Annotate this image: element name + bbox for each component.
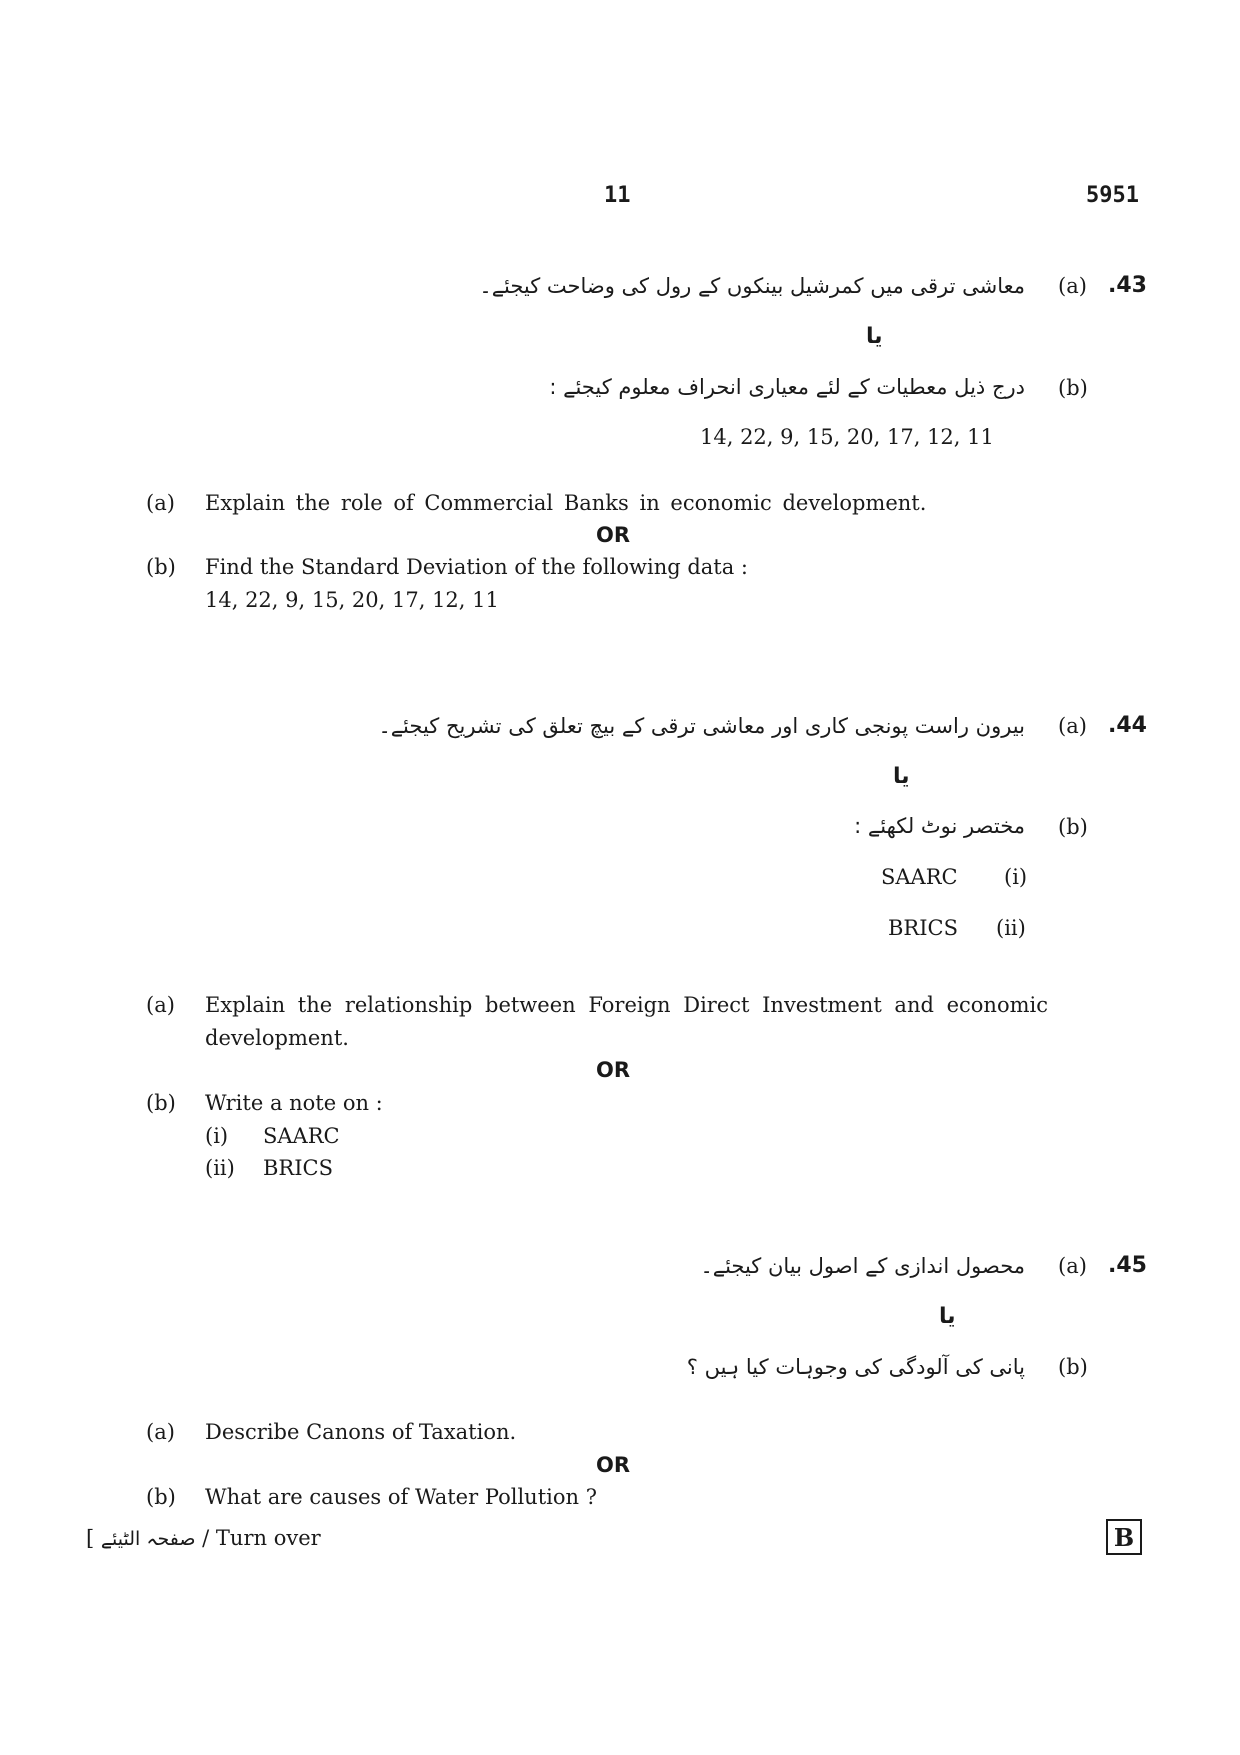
q44-urdu-item-1-text: SAARC: [881, 865, 958, 889]
q44-urdu-b-label: (b): [1058, 815, 1088, 839]
q44-en-item-1-text: SAARC: [263, 1124, 340, 1148]
footer-turn-over-urdu: صفحہ الٹیئے: [100, 1528, 196, 1550]
q44-urdu-item-1-label: (i): [1004, 865, 1028, 889]
q44-urdu-item-2-text: BRICS: [888, 916, 958, 940]
q43-en-a-text: Explain the role of Commercial Banks in economic development.: [205, 491, 927, 515]
q43-en-b-data: 14, 22, 9, 15, 20, 17, 12, 11: [205, 588, 499, 612]
q44-en-a-text-line2: development.: [205, 1026, 349, 1050]
q45-urdu-b-text: پانی کی آلودگی کی وجوہات کیا ہیں ؟: [686, 1355, 1025, 1379]
q44-en-a-label: (a): [146, 993, 175, 1017]
q43-urdu-b-text: درج ذیل معطیات کے لئے معیاری انحراف معلوم کیجئے :: [549, 375, 1025, 399]
footer-turn-over: [86, 1526, 321, 1550]
q44-urdu-or: یا: [893, 764, 910, 789]
q45-en-b-text: What are causes of Water Pollution ?: [205, 1485, 597, 1509]
q44-en-item-2-label: (ii): [205, 1156, 235, 1180]
question-number-43: .43: [1108, 273, 1147, 298]
q43-en-b-label: (b): [146, 555, 176, 579]
q43-urdu-b-data: 14, 22, 9, 15, 20, 17, 12, 11: [700, 425, 994, 449]
q44-urdu-item-2-label: (ii): [996, 916, 1026, 940]
q45-urdu-a-label: (a): [1058, 1254, 1087, 1278]
q44-en-b-label: (b): [146, 1091, 176, 1115]
question-number-44: .44: [1108, 713, 1147, 738]
q44-en-b-text: Write a note on :: [205, 1091, 383, 1115]
q45-en-or: OR: [596, 1453, 631, 1477]
q44-urdu-b-text: مختصر نوٹ لکھئے :: [854, 814, 1025, 838]
q43-urdu-a-label: (a): [1058, 274, 1087, 298]
q44-en-item-2-text: BRICS: [263, 1156, 333, 1180]
q45-urdu-b-label: (b): [1058, 1355, 1088, 1379]
q43-urdu-b-label: (b): [1058, 376, 1088, 400]
q44-en-a-text-line1: Explain the relationship between Foreign Direct Investment and economic: [205, 993, 1048, 1017]
q44-en-or: OR: [596, 1058, 631, 1082]
paper-code: 5951: [1086, 183, 1139, 208]
series-box: B: [1106, 1519, 1142, 1555]
q43-urdu-or: یا: [866, 324, 883, 349]
q44-urdu-a-text: بیرون راست پونجی کاری اور معاشی ترقی کے بیچ تعلق کی تشریح کیجئے۔: [378, 714, 1025, 738]
q45-en-a-label: (a): [146, 1420, 175, 1444]
footer-bracket: [: [86, 1526, 95, 1550]
q45-en-a-text: Describe Canons of Taxation.: [205, 1420, 517, 1444]
q43-en-or: OR: [596, 523, 631, 547]
footer-turn-over-english: / Turn over: [202, 1526, 321, 1550]
q43-en-a-label: (a): [146, 491, 175, 515]
page-number: 11: [604, 183, 631, 208]
q45-urdu-a-text: محصول اندازی کے اصول بیان کیجئے۔: [700, 1254, 1025, 1278]
q44-urdu-a-label: (a): [1058, 714, 1087, 738]
q44-en-item-1-label: (i): [205, 1124, 229, 1148]
q45-en-b-label: (b): [146, 1485, 176, 1509]
q43-urdu-a-text: معاشی ترقی میں کمرشیل بینکوں کے رول کی وضاحت کیجئے۔: [479, 274, 1025, 298]
question-number-45: .45: [1108, 1253, 1147, 1278]
q43-en-b-text: Find the Standard Deviation of the following data :: [205, 555, 749, 579]
q45-urdu-or: یا: [939, 1304, 956, 1329]
